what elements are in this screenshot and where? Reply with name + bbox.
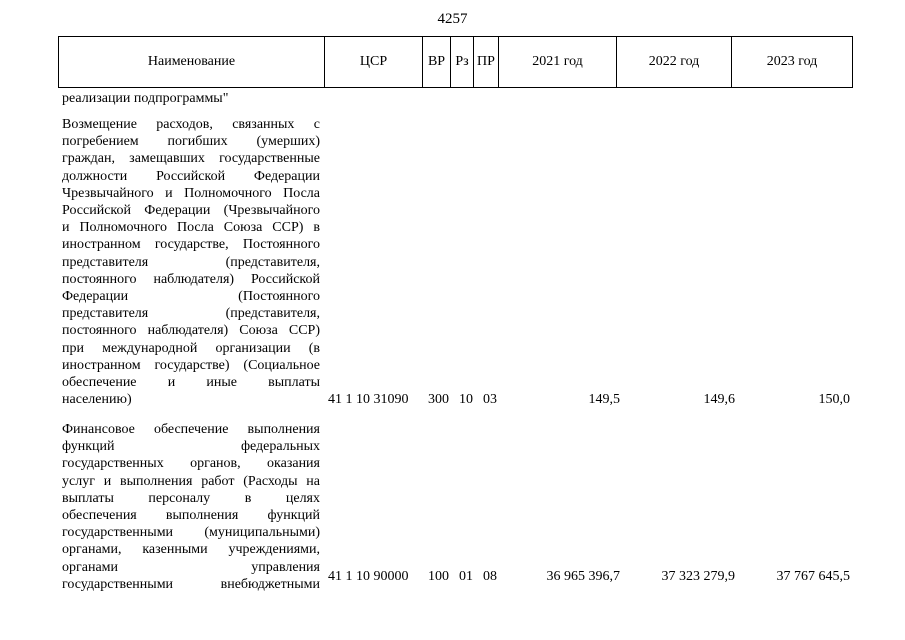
row-1-vr: 300 — [428, 392, 449, 407]
row-2-rz: 01 — [459, 569, 473, 584]
row-1-line: представителя (представителя, — [62, 254, 320, 270]
row-2-line: органами, казенными учреждениями, — [62, 542, 320, 558]
row-1-csr: 41 1 10 31090 — [328, 392, 409, 407]
row-2-csr: 41 1 10 90000 — [328, 569, 409, 584]
row-2-line: государственными внебюджетными — [62, 576, 320, 592]
row-2-line: выплаты персоналу в целях — [62, 490, 320, 506]
row-2-line: государственными (муниципальными) — [62, 525, 320, 541]
row-1-line: Федерации (Постоянного — [62, 289, 320, 305]
row-1-line: Чрезвычайного и Полномочного Посла — [62, 185, 320, 201]
header-name: Наименование — [59, 37, 325, 87]
header-2022: 2022 год — [617, 37, 732, 87]
row-2-line: органами управления — [62, 559, 320, 575]
table-header — [58, 36, 853, 88]
row-1-line: обеспечение и иные выплаты — [62, 375, 320, 391]
row-2-2023: 37 767 645,5 — [776, 569, 850, 584]
row-1-line: должности Российской Федерации — [62, 168, 320, 184]
row-2-name — [62, 421, 320, 593]
row-1-pr: 03 — [483, 392, 497, 407]
row-2-line: функций федеральных — [62, 439, 320, 455]
continuation-text — [62, 90, 320, 107]
header-2023: 2023 год — [766, 54, 818, 69]
row-1-line: погребением погибших (умерших) — [62, 134, 320, 150]
continuation-line: реализации подпрограммы" — [62, 91, 229, 106]
header-vr: ВР — [423, 37, 451, 87]
row-1-line: постоянного наблюдателя) Союза ССР) — [62, 323, 320, 339]
row-1-rz: 10 — [459, 392, 473, 407]
row-1-line: и Полномочного Посла Союза ССР) в — [62, 220, 320, 236]
row-1-line: Российской Федерации (Чрезвычайного — [62, 203, 320, 219]
row-2-line: услуг и выполнения работ (Расходы на — [62, 473, 320, 489]
row-1-line: граждан, замещавших государственные — [62, 151, 320, 167]
row-2-line: обеспечения выполнения функций — [62, 508, 320, 524]
row-1-line: иностранном государстве, Постоянного — [62, 237, 320, 253]
row-1-2022: 149,6 — [703, 392, 735, 407]
row-1-2021: 149,5 — [588, 392, 620, 407]
row-2-2021: 36 965 396,7 — [546, 569, 620, 584]
row-2-2022: 37 323 279,9 — [661, 569, 735, 584]
header-2021: 2021 год — [499, 37, 617, 87]
row-1-line: Возмещение расходов, связанных с — [62, 117, 320, 132]
row-2-vr: 100 — [428, 569, 449, 584]
row-1-line: при международной организации (в — [62, 340, 320, 356]
row-2-line: Финансовое обеспечение выполнения — [62, 422, 320, 437]
row-1-line: представителя (представителя, — [62, 306, 320, 322]
page-number: 4257 — [437, 11, 468, 27]
header-csr: ЦСР — [325, 37, 423, 87]
header-pr: ПР — [474, 37, 499, 87]
row-2-line: государственных органов, оказания — [62, 456, 320, 472]
row-1-line: иностранном государстве) (Социальное — [62, 357, 320, 373]
row-1-name — [62, 116, 320, 408]
row-1-line: постоянного наблюдателя) Российской — [62, 271, 320, 287]
row-1-line: населению) — [62, 392, 132, 408]
row-1-2023: 150,0 — [818, 392, 850, 407]
header-rz: Рз — [451, 37, 474, 87]
row-2-pr: 08 — [483, 569, 497, 584]
